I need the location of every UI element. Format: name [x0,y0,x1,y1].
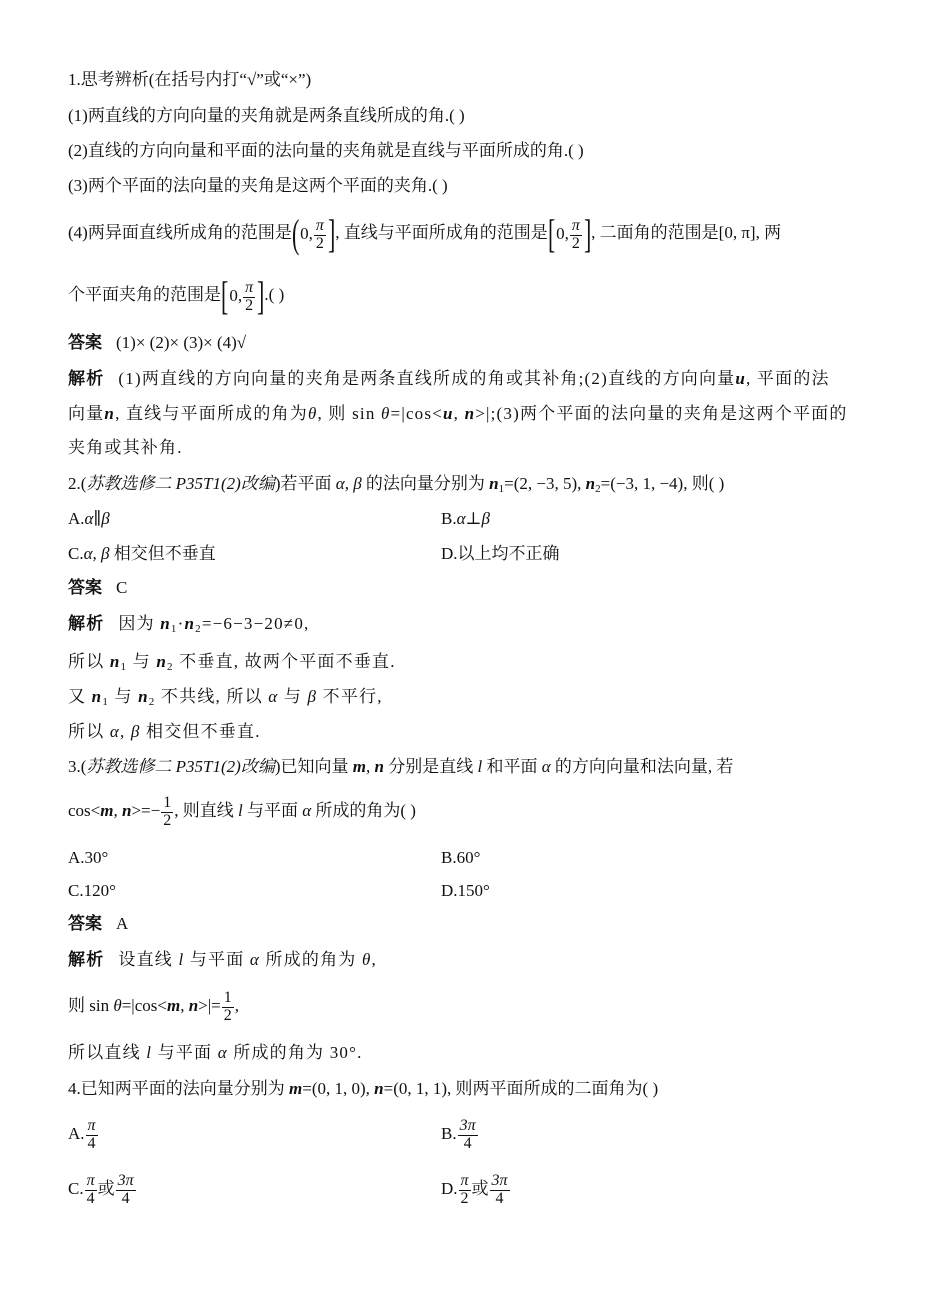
theta-symbol: θ [361,950,372,969]
q2-option-c[interactable] [68,542,216,566]
option-symbols: α, β [83,544,110,563]
explanation-text: 所以直线 [68,1043,147,1062]
option-letter: B. [441,509,457,528]
explanation-text: =|cos< [390,404,443,423]
fraction-pi-over-2 [570,218,582,253]
explanation-text: , 直线与平面所成的角为 [115,404,308,423]
vector-n: n [156,652,167,671]
vector-n: n [91,687,103,706]
interval-line-plane [556,207,583,261]
interval-zero: 0 [229,286,238,306]
answer-text: (1)× (2)× (3)× (4)√ [116,333,247,352]
beta-symbol: β [353,474,362,493]
interval-comma: , [308,224,313,244]
q1-explanation-line3: 夹角或其补角. [68,438,183,457]
q2-answer [68,576,127,600]
alpha-symbol: α [302,801,312,820]
explanation-text: 相交但不垂直. [140,722,261,741]
explanation-text: 不共线, 所以 [155,687,269,706]
subscript-2: 2 [166,661,174,673]
vector-n: n [121,801,132,820]
q4-text: =(0, 1, 1), 则两平面所成的二面角为( ) [383,1079,659,1098]
q1-answer [68,331,246,355]
close-bracket-symbol: ] [327,211,336,257]
subscript-2: 2 [148,696,156,708]
explanation-text: =|cos< [121,996,167,1015]
q1-s4-text-b: , 直线与平面所成角的范围是 [335,223,548,242]
fraction-numerator: π [571,216,580,234]
explanation-text: 设直线 [118,950,179,969]
vector-n: n [188,996,199,1015]
vector-n: n [464,404,476,423]
option-letter: B. [441,1124,457,1143]
fraction-pi-over-2 [243,280,255,315]
q3-text: , [366,757,375,776]
line-l-symbol: l [477,757,483,776]
q3-option-d[interactable]: D.150° [441,881,490,900]
explanation-text: 所成的角为 [260,950,362,969]
q2-explanation-line2 [68,650,396,674]
fraction-numerator: π [86,1171,95,1189]
fraction-3pi-over-4 [116,1173,136,1208]
q1-s4-text-c: , 二面角的范围是[0, π], 两 [591,223,782,242]
q1-statement-4-line2 [68,268,284,323]
explanation-text: 则 sin [68,996,114,1015]
fraction-denominator: 2 [460,1189,469,1207]
vector-m: m [166,996,181,1015]
q1-statement-1: (1)两直线的方向向量的夹角就是两条直线所成的角.( ) [68,106,465,125]
interval-comma: , [237,286,243,306]
vector-u: u [443,404,454,423]
explanation-text: , [234,996,239,1015]
fraction-denominator: 4 [121,1189,130,1207]
vector-m: m [289,1079,303,1098]
fraction-numerator: 1 [163,793,172,811]
q3-option-b[interactable]: B.60° [441,848,481,867]
q4-text: =(0, 1, 0), [302,1079,375,1098]
q3-text: cos< [68,801,101,820]
fraction-numerator: 3π [459,1116,476,1134]
q4-option-c[interactable] [68,1165,137,1213]
fraction-3pi-over-4 [490,1173,510,1208]
vector-m: m [100,801,114,820]
q4-text: 4.已知两平面的法向量分别为 [68,1079,289,1098]
explanation-text: , [371,950,377,969]
q2-text: , [344,474,354,493]
fraction-numerator: 3π [117,1171,134,1189]
explanation-text: 不平行, [317,687,383,706]
option-text: α⊥β [456,509,490,528]
q3-answer [68,912,128,936]
theta-symbol: θ [380,404,391,423]
fraction-pi-over-2 [459,1173,471,1208]
theta-symbol: θ [113,996,122,1015]
q2-explanation-line4 [68,720,261,744]
explanation-text: 又 [68,687,92,706]
alpha-beta-symbols: α, β [109,722,141,741]
explanation-text: >|;(3)两个平面的法向量的夹角是这两个平面的 [475,404,848,423]
fraction-denominator: 2 [571,234,580,252]
alpha-symbol: α [217,1043,228,1062]
option-text: 相交但不垂直 [109,544,216,563]
q3-explanation-line3 [68,1041,363,1065]
subscript-2: 2 [195,623,202,635]
explanation-text: >|= [198,996,221,1015]
close-bracket-symbol: ] [257,273,265,319]
q1-explanation-line1 [68,367,830,391]
explanation-text: , 平面的法 [746,369,830,388]
q2-number: 2.( [68,474,87,493]
vector-n: n [585,474,596,493]
close-bracket-symbol: ] [583,211,592,257]
fraction-3pi-over-4 [458,1118,478,1153]
vector-n2-value: =(−3, 1, −4), 则( ) [600,474,725,493]
q3-text: 和平面 [482,757,542,776]
vector-n: n [374,757,384,776]
q3-option-a[interactable]: A.30° [68,848,109,867]
explanation-text: 所以 [68,722,110,741]
interval-comma: , [564,224,569,244]
q4-option-a[interactable] [68,1110,99,1158]
option-text: α∥β [84,509,110,528]
explanation-text: (1)两直线的方向向量的夹角是两条直线所成的角或其补角;(2)直线的方向向量 [118,369,736,388]
fraction-pi-over-4 [85,1173,97,1208]
q2-source: 苏教选修二 P35T1(2)改编 [86,474,275,493]
fraction-numerator: π [245,278,254,296]
q3-stem-line2 [68,787,416,835]
explanation-label: 解析 [68,614,105,633]
fraction-denominator: 4 [495,1189,504,1207]
explanation-label: 解析 [68,950,105,969]
fraction-pi-over-2 [314,218,326,253]
q3-stem-line1 [68,755,733,779]
explanation-text: , [180,996,189,1015]
q3-number: 3.( [68,757,87,776]
q3-text: >=− [131,801,161,820]
vector-n: n [184,614,196,633]
explanation-text: 与平面 [152,1043,218,1062]
fraction-denominator: 2 [223,1006,232,1024]
q2-stem [68,472,724,496]
fraction-numerator: 1 [223,988,232,1006]
q3-explanation-line1 [68,948,377,972]
interval-skew-lines [300,207,327,261]
explanation-text: 向量 [68,404,105,423]
q2-option-b[interactable] [441,507,490,531]
fraction-one-half [161,795,173,830]
explanation-text: 与平面 [184,950,250,969]
subscript-1: 1 [102,696,110,708]
q4-option-b[interactable] [441,1110,479,1158]
subscript-1: 1 [120,661,128,673]
subscript-1: 1 [498,483,505,495]
alpha-symbol: α [249,950,261,969]
q1-title: 1.思考辨析(在括号内打“√”或“×”) [68,70,312,89]
answer-label: 答案 [68,333,102,352]
subscript-2: 2 [595,483,601,495]
line-l-symbol: l [178,950,185,969]
vector-n: n [109,652,121,671]
q1-explanation-line2 [68,402,848,426]
q2-explanation-line1 [68,612,310,636]
q2-option-a[interactable] [68,507,110,531]
q4-option-d[interactable] [441,1165,511,1213]
q3-text: 的方向向量和法向量, 若 [550,757,734,776]
q3-text: 分别是直线 [383,757,478,776]
fraction-denominator: 2 [163,811,172,829]
q1-s4-text-e: .( ) [264,285,285,304]
vector-n: n [489,474,499,493]
q1-statement-4-line1 [68,206,781,261]
q4-stem [68,1077,658,1101]
vector-n: n [160,614,171,633]
q3-text: 与平面 [242,801,303,820]
fraction-numerator: π [315,216,324,234]
interval-plane-angle [229,269,256,323]
answer-label: 答案 [68,914,102,933]
q3-text: )已知向量 [274,757,353,776]
explanation-text: 与 [127,652,157,671]
q3-text: 所成的角为( ) [311,801,416,820]
option-letter: C. [68,1179,84,1198]
explanation-text: 不垂直, 故两个平面不垂直. [173,652,396,671]
open-bracket-symbol: [ [220,273,229,319]
q3-source: 苏教选修二 P35T1(2)改编 [86,757,275,776]
q2-text: )若平面 [274,474,336,493]
q1-s4-text-a: (4)两异面直线所成角的范围是 [68,223,292,242]
option-letter: A. [68,509,85,528]
q1-statement-2: (2)直线的方向向量和平面的法向量的夹角就是直线与平面所成的角.( ) [68,141,584,160]
q1-s4-text-d: 个平面夹角的范围是 [68,285,221,304]
q1-statement-3: (3)两个平面的法向量的夹角是这两个平面的夹角.( ) [68,176,448,195]
option-letter: C. [68,544,84,563]
explanation-text: 所成的角为 30°. [227,1043,363,1062]
vector-n: n [374,1079,384,1098]
or-text: 或 [97,1179,115,1198]
line-l-symbol: l [237,801,243,820]
fraction-pi-over-4 [86,1118,98,1153]
explanation-text: , 则 sin [317,404,381,423]
line-l-symbol: l [146,1043,153,1062]
q3-option-c[interactable]: C.120° [68,881,116,900]
answer-text: A [116,914,129,933]
explanation-label: 解析 [68,369,105,388]
dot-operator: · [177,614,185,633]
interval-zero: 0 [300,224,309,244]
fraction-denominator: 4 [463,1134,472,1152]
subscript-1: 1 [170,623,178,635]
q3-text: , 则直线 [174,801,238,820]
vector-m: m [352,757,366,776]
vector-n: n [104,404,116,423]
alpha-symbol: α [268,687,279,706]
beta-symbol: β [307,687,318,706]
q2-text: 的法向量分别为 [361,474,490,493]
answer-text: C [116,578,128,597]
fraction-one-half [222,990,234,1025]
alpha-symbol: α [541,757,551,776]
vector-n: n [138,687,149,706]
explanation-text: =−6−3−20≠0, [201,614,310,633]
fraction-numerator: π [460,1171,469,1189]
open-bracket-symbol: [ [547,211,556,257]
option-letter: A. [68,1124,85,1143]
fraction-denominator: 4 [86,1189,95,1207]
open-paren-symbol: ( [291,211,300,257]
fraction-numerator: 3π [491,1171,508,1189]
vector-u: u [735,369,747,388]
theta-symbol: θ [307,404,318,423]
q2-explanation-line3 [68,685,383,709]
option-letter: D. [441,1179,458,1198]
explanation-text: 所以 [68,652,110,671]
q3-explanation-line2 [68,982,239,1030]
fraction-numerator: π [87,1116,96,1134]
answer-label: 答案 [68,578,102,597]
interval-zero: 0 [556,224,565,244]
vector-n1-value: =(2, −3, 5), [504,474,586,493]
explanation-text: 因为 [118,614,161,633]
fraction-denominator: 2 [245,296,254,314]
explanation-text: 与 [109,687,139,706]
or-text: 或 [471,1179,489,1198]
q2-option-d[interactable]: D.以上均不正确 [441,544,560,563]
explanation-text: 与 [278,687,308,706]
explanation-text: , [453,404,465,423]
fraction-denominator: 2 [315,234,324,252]
q3-text: , [113,801,122,820]
fraction-denominator: 4 [87,1134,96,1152]
alpha-symbol: α [335,474,345,493]
